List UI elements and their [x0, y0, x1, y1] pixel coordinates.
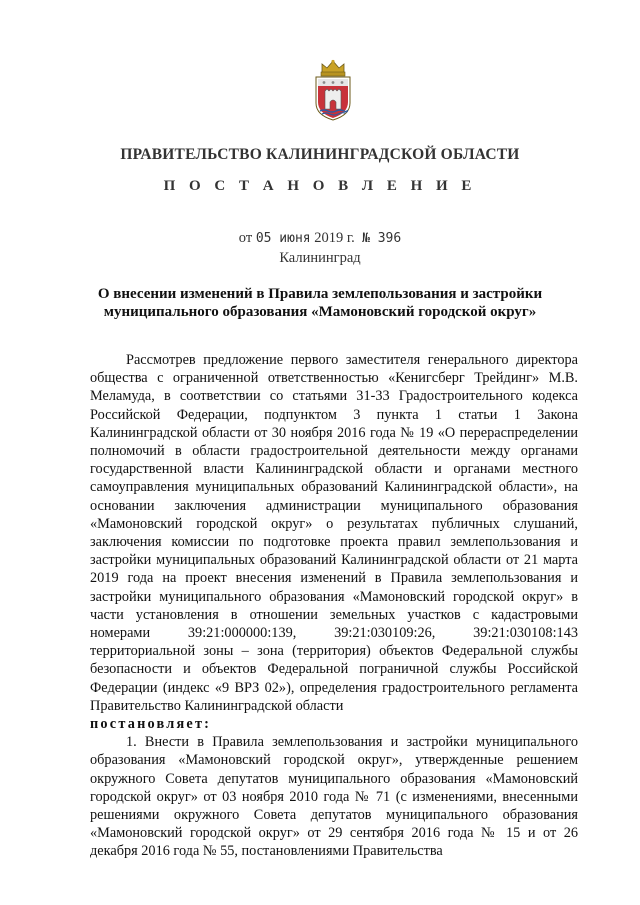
- date-year: 2019 г.: [314, 230, 355, 246]
- date-day-month: 05 июня: [255, 231, 311, 246]
- document-date-line: [0, 230, 640, 247]
- government-name: ПРАВИТЕЛЬСТВО КАЛИНИНГРАДСКОЙ ОБЛАСТИ: [120, 146, 520, 163]
- document-type: П О С Т А Н О В Л Е Н И Е: [163, 178, 477, 194]
- document-title-line-1: О внесении изменений в Правила землепользования и застройки: [97, 286, 543, 302]
- document-body: [90, 351, 578, 861]
- resolve-line: [90, 715, 578, 733]
- document-title: [0, 285, 640, 321]
- date-prefix: от: [238, 230, 253, 246]
- coat-of-arms-icon: [313, 59, 353, 121]
- document-number: № 396: [362, 231, 402, 246]
- item-1-paragraph: 1. Внести в Правила землепользования и застройки муниципального образования «Мамоновский городской округ», утвержденные решением окружного Совета депутатов муниципального образования «Мамоновский городской округ» от 03 ноября 2010 года № 71 (с изменениями, внесенными решениями окружного Совета депутатов муниципального образования «Мамоновский городской округ» от 29 сентября 2016 года № 15 и от 26 декабря 2016 года № 55, постановлениями Правительства: [90, 734, 578, 860]
- document-title-line-2: муниципального образования «Мамоновский городской округ»: [103, 304, 537, 320]
- city-name: Калининград: [279, 250, 361, 266]
- preamble-paragraph: Рассмотрев предложение первого заместителя генерального директора общества с ограниченной ответственностью «Кенигсберг Трейдинг» М.В. Меламуда, в соответствии со статьями 31-33 Градостроительного кодекса Российской Федерации, подпунктом 3 пункта 1 статьи 1 Закона Калининградской области от 30 ноября 2016 года № 19 «О перераспределении полномочий в области градостроительной деятельности между органами государственной власти Калининградской области и органами местного самоуправления муниципальных образований Калининградской области», на основании заключения администрации муниципального образования «Мамоновский городской округ» о результатах публичных слушаний, заключения комиссии по подготовке проекта правил землепользования и застройки муниципальных образований Калининградской области от 21 марта 2019 года на проект внесения изменений в Правила землепользования и застройки муниципального образования «Мамоновский городской округ» в части установления в отношении земельных участков с кадастровыми номерами 39:21:000000:139, 39:21:030109:26, 39:21:030108:143 территориальной зоны – зона (территория) объектов Федеральной службы безопасности и объектов Федеральной пограничной службы Российской Федерации (индекс «9 ВРЗ 02»), определения градостроительного регламента Правительство Калининградской области: [90, 352, 578, 714]
- resolve-keyword: постановляет:: [90, 716, 212, 733]
